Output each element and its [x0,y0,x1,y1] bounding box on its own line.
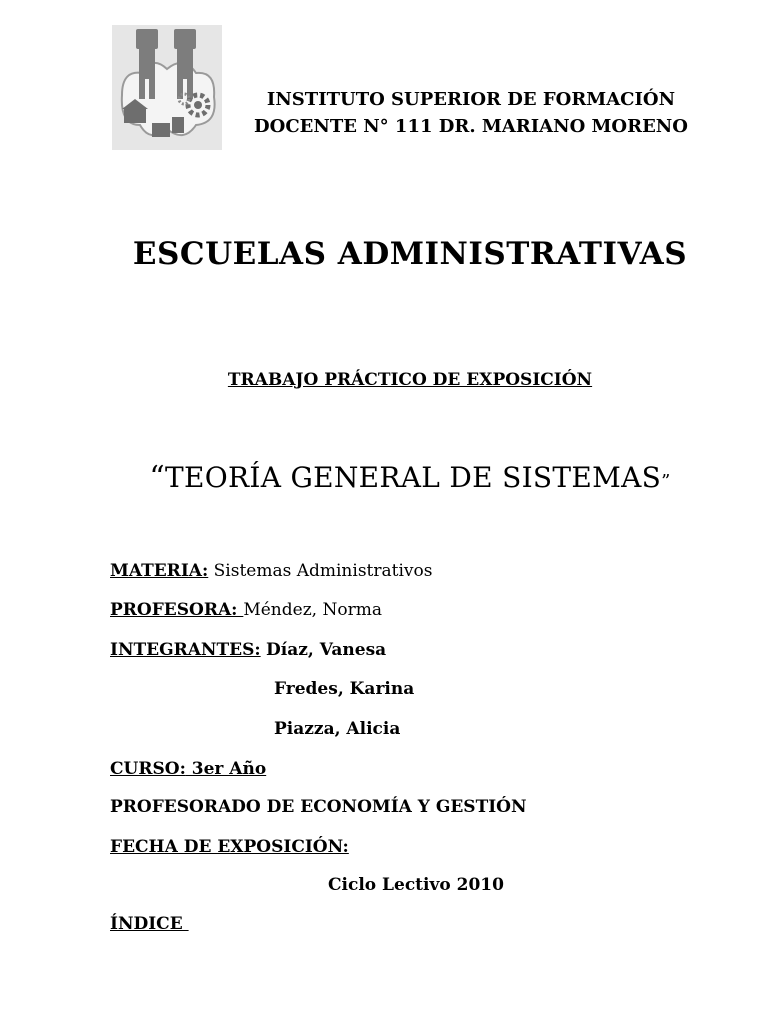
institution-name-line2: DOCENTE N° 111 DR. MARIANO MORENO [254,116,688,137]
institution-name-line1: INSTITUTO SUPERIOR DE FORMACIÓN [266,89,676,110]
fecha-row [110,835,349,859]
materia-row [110,559,432,583]
theme-open-quote: “ [149,460,166,495]
document-theme [0,460,768,495]
document-subtitle: TRABAJO PRÁCTICO DE EXPOSICIÓN [227,370,593,390]
indice-row [110,912,189,936]
curso-value: 3er Año [185,759,267,779]
integrante-2: Fredes, Karina [274,679,415,699]
profesorado-row: PROFESORADO DE ECONOMÍA Y GESTIÓN [110,797,527,817]
integrantes-row [110,638,386,662]
ciclo-lectivo: Ciclo Lectivo 2010 [328,875,504,895]
theme-text: TEORÍA GENERAL DE SISTEMAS [165,461,662,494]
institute-logo [112,25,222,150]
integrante-1: Díaz, Vanesa [266,640,387,660]
fecha-label: FECHA DE EXPOSICIÓN: [110,837,349,857]
indice-label: ÍNDICE [110,914,189,934]
profesora-row [110,598,382,622]
materia-value: Sistemas Administrativos [208,561,433,581]
materia-label: MATERIA: [110,561,209,581]
profesora-label: PROFESORA: [110,600,244,620]
profesora-value: Méndez, Norma [243,600,382,620]
integrantes-label: INTEGRANTES: [110,640,261,660]
theme-close-quote: ” [661,471,671,492]
curso-row [110,757,266,781]
integrante-3: Piazza, Alicia [274,719,401,739]
document-title: ESCUELAS ADMINISTRATIVAS [132,236,688,272]
curso-label: CURSO: [110,759,186,779]
